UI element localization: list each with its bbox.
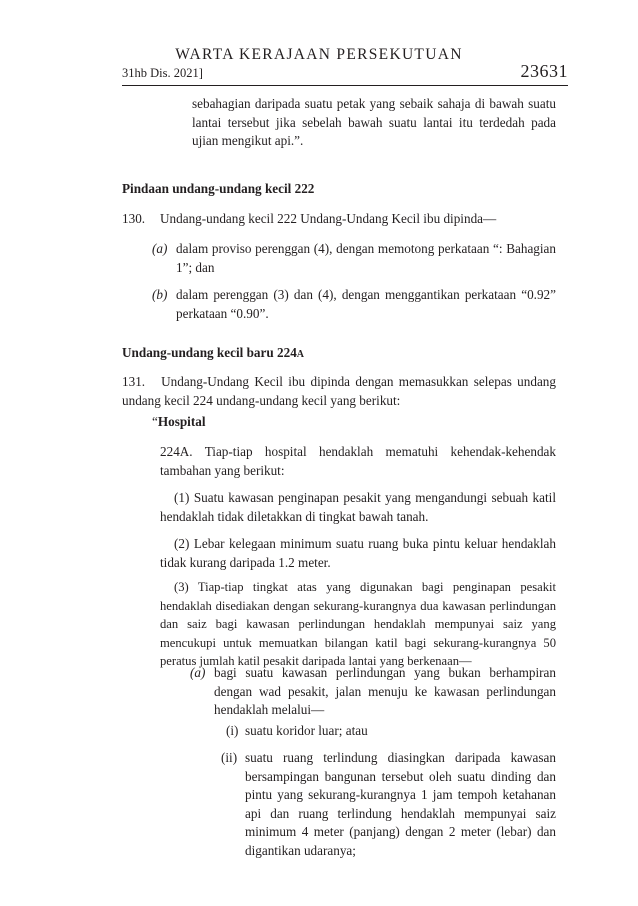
item-b-label: (b) [152,287,168,302]
continuation-paragraph: sebahagian daripada suatu petak yang sebaik sahaja di bawah suatu lantai tersebut jika sebelah bawah suatu lantai itu terdedah pada ujian mengikut api.”. [192,96,556,148]
sub-ii-text: suatu ruang terlindung diasingkan daripada kawasan bersampingan bangunan tersebut oleh suatu dinding dan pintu yang sekurang-kurangnya 1 jam tempoh ketahanan api dan ruang terlindung hendaklah mempunyai saiz minimum 4 meter (panjang) dengan 2 meter (lebar) dan digantikan udaranya; [245,750,556,858]
sub-ii-label: (ii) [221,750,238,765]
para-2: (2) Lebar kelegaan minimum suatu ruang buka pintu keluar hendaklah tidak kurang daripada 1.2 meter. [160,536,556,570]
sub-i-label: (i) [226,723,239,738]
header-rule [122,85,568,86]
page-number: 23631 [520,61,568,81]
section-number-130: 130. [122,211,146,226]
by-law-number: 224A. [160,444,193,459]
para-3-item-a-text: bagi suatu kawasan perlindungan yang bukan berhampiran dengan wad pesakit, jalan menuju ke kawasan perlindungan hendaklah melalui— [214,665,556,717]
item-a-text: dalam proviso perenggan (4), dengan memotong perkataan “: Bahagian 1”; dan [176,241,556,275]
section-number-131: 131. [122,374,146,389]
by-law-224a-paragraph: 224A. Tiap-tiap hospital hendaklah mematuhi kehendak-kehendak tambahan yang berikut: [160,444,556,478]
para-3: (3) Tiap-tiap tingkat atas yang digunakan bagi penginapan pesakit hendaklah disediakan dengan sekurang-kurangnya dua kawasan perlindungan dan saiz bagi kawasan perlindungan hendaklah mempunyai saiz yang mencukupi untuk memuatkan bilangan katil bagi sekurang-kurangnya 50 peratus jumlah katil pesakit daripada lantai yang berkenaan— [160,580,556,668]
section-131-text: 131. Undang-Undang Kecil ibu dipinda dengan memasukkan selepas undang undang kecil 224 undang-undang kecil yang berikut: [122,374,556,408]
section-heading-222: Pindaan undang-undang kecil 222 [122,181,315,196]
para-1: (1) Suatu kawasan penginapan pesakit yang mengandungi sebuah katil hendaklah tidak diletakkan di tingkat bawah tanah. [160,490,556,524]
para-3-item-a-label: (a) [190,665,206,680]
section-130-text: Undang-undang kecil 222 Undang-Undang Kecil ibu dipinda— [160,211,497,226]
item-a-label: (a) [152,241,168,256]
gazette-title: WARTA KERAJAAN PERSEKUTUAN [175,46,463,63]
section-heading-224a: Undang-undang kecil baru 224A [122,345,305,360]
issue-date: 31hb Dis. 2021] [122,66,203,80]
item-b-text: dalam perenggan (3) dan (4), dengan menggantikan perkataan “0.92” perkataan “0.90”. [176,287,556,321]
sub-i-text: suatu koridor luar; atau [245,723,368,738]
hospital-subheading: “Hospital [152,414,206,429]
